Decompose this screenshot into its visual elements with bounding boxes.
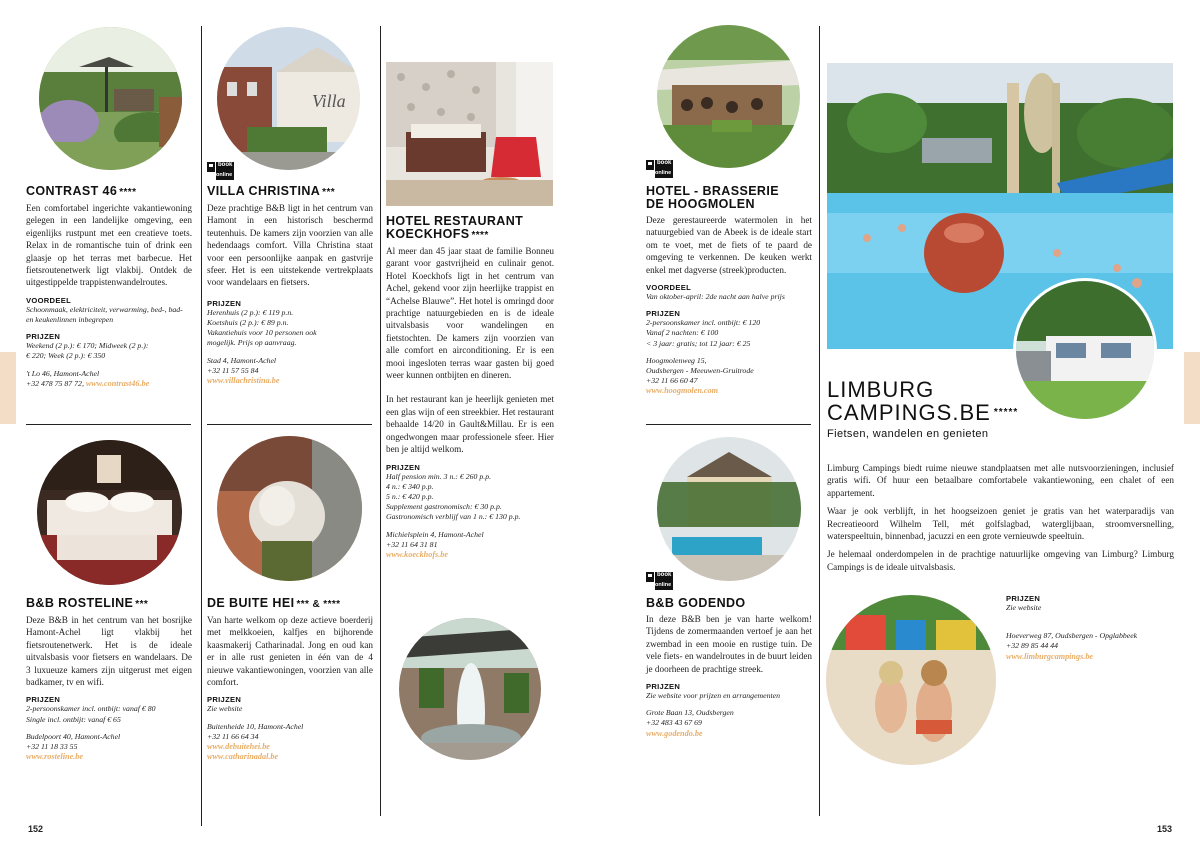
koeckhofs-address: Michielsplein 4, Hamont-Achel — [386, 529, 484, 539]
villa-christina-address: Stad 4, Hamont-Achel — [207, 355, 277, 365]
godendo-website-link[interactable]: www.godendo.be — [646, 728, 703, 738]
buite-hei-title: DE BUITE HEI *** & **** — [207, 596, 341, 610]
book-online-badge — [646, 159, 673, 179]
section-rule — [26, 424, 191, 425]
book-online-line2: online — [655, 170, 672, 176]
book-online-line2: online — [216, 172, 233, 178]
koeckhofs-description: Al meer dan 45 jaar staat de familie Bonneu garant voor gastvrijheid en culinair genot. Hotel Koeckhofs ligt in het centrum van Achel, gekend voor zijn heerlijke trappist en “Achelse Blauwe”. Het hotel is omringd door prachtige natuurgebieden en is de ideale uitvalsbasis voor wandelingen en fietstochten. De kamers zijn voorzien van alle comfort en airconditioning. Er is een mooi ingesloten terras waar gasten bij goed weer kunnen ontbijten en dineren. — [386, 246, 554, 381]
limburg-beach-photo — [826, 595, 996, 765]
price-line: Gastronomisch verblijf van 1 n.: € 130 p.p. — [386, 512, 521, 522]
price-line: Zie website — [207, 704, 243, 714]
limburg-caravan-photo — [1013, 278, 1157, 422]
godendo-description: In deze B&B ben je van harte welkom! Tijdens de zomermaanden vertoef je aan het zwembad in een mooie en rustige tuin. De vele fiets- en wandelroutes in de buurt leiden je doorheen de prachtige streek. — [646, 614, 812, 674]
hoogmolen-description: Deze gerestaureerde watermolen in het natuurgebied van de Abeek is de ideale start om te voet, met de fiets of te paard de omgeving te verkennen. De keuken werkt enkel met dagverse (streek)producten. — [646, 215, 812, 275]
rosteline-phone: +32 11 18 33 55 — [26, 742, 78, 752]
limburg-address: Hoeverweg 87, Oudsbergen - Opglabbeek — [1006, 631, 1138, 641]
limburg-subtitle: Fietsen, wandelen en genieten — [827, 428, 989, 440]
prijzen-label: PRIJZEN — [386, 462, 421, 472]
villa-christina-phone: +32 11 57 55 84 — [207, 365, 259, 375]
price-line: Zie website voor prijzen en arrangementen — [646, 691, 781, 701]
villa-christina-description: Deze prachtige B&B ligt in het centrum van Hamont in een historisch beschermd teutenhuis. De kamers zijn voorzien van alle hedendaags comfort. Villa Christina staat voor een persoonlijke aanpak en gastvrije sfeer. Het is een uitstekende vertrekplaats voor wandelaars en fietsers. — [207, 203, 373, 288]
price-line: Single incl. ontbijt: vanaf € 65 — [26, 714, 121, 724]
column-rule — [201, 26, 202, 826]
prijzen-label: PRIJZEN — [207, 695, 242, 705]
contrast46-photo — [39, 27, 182, 170]
price-line: Weekend (2 p.): € 170; Midweek (2 p.): — [26, 341, 149, 351]
godendo-section — [646, 597, 812, 739]
price-line: Vanaf 2 nachten: € 100 — [646, 328, 719, 338]
prijzen-label: PRIJZEN — [26, 695, 61, 705]
prijzen-label: PRIJZEN — [1006, 594, 1041, 603]
contrast46-title: CONTRAST 46 **** — [26, 184, 137, 198]
price-line: 2-persoonskamer incl. ontbijt: vanaf € 80 — [26, 704, 156, 714]
koeckhofs-title: HOTEL RESTAURANT — [386, 214, 524, 228]
hoogmolen-website-link[interactable]: www.hoogmolen.com — [646, 386, 719, 396]
contrast46-voordeel: Schoonmaak, elektriciteit, verwarming, bed-, bad- en keukenlinnen inbegrepen — [26, 304, 183, 325]
price-line: Zie website — [1006, 603, 1042, 612]
price-line: € 220; Week (2 p.): € 350 — [26, 351, 106, 361]
koeckhofs-room-photo — [386, 62, 553, 206]
price-line: Supplement gastronomisch: € 30 p.p. — [386, 502, 502, 512]
limburg-website-link[interactable]: www.limburgcampings.be — [1006, 651, 1094, 661]
villa-christina-website-link[interactable]: www.villachristina.be — [207, 376, 280, 386]
villa-christina-photo — [217, 27, 360, 170]
limburg-paragraph: Je helemaal onderdompelen in de prachtige natuurlijke omgeving van Limburg? Limburg Campings is de ideale uitvalsbasis. — [827, 549, 1174, 572]
contrast46-section — [26, 185, 192, 389]
koeckhofs-title-line2: KOECKHOFS **** — [386, 227, 489, 241]
price-line: 2-persoonskamer incl. ontbijt: € 120 — [646, 318, 761, 328]
catharinadal-website-link[interactable]: www.catharinadal.be — [207, 752, 279, 762]
voordeel-label: VOORDEEL — [26, 295, 72, 305]
villa-christina-section — [207, 185, 373, 386]
price-line: Koetshuis (2 p.): € 89 p.n. — [207, 318, 289, 328]
contrast46-website-link[interactable]: www.contrast46.be — [85, 378, 150, 388]
price-line: Half pension min. 3 n.: € 260 p.p. — [386, 471, 492, 481]
koeckhofs-section — [386, 215, 554, 560]
hoogmolen-phone: +32 11 66 60 47 — [646, 376, 698, 386]
page-number-left: 152 — [28, 824, 44, 834]
limburg-paragraph: Waar je ook verblijft, in het hoogseizoen geniet je gratis van het waterparadijs van Recreatieoord Wilhelm Tell, mét golfslagbad, waterglijbaan, stroomversnelling, waterspeeltuin, binnenbad, jacuzzi en een grote vernieuwde speeltuin. — [827, 506, 1174, 542]
koeckhofs-website-link[interactable]: www.koeckhofs.be — [386, 549, 449, 559]
book-online-line2: online — [655, 582, 672, 588]
contrast46-description: Een comfortabel ingerichte vakantiewoning gelegen in een landelijke omgeving, een eigenlijks rustpunt met een creatieve toets. Relax in de romantische tuin of drink een glaasje op het terras met barbecue. Het fietsroutenetwerk ligt vlakbij. Ontdek de uitgestippelde trappistenwandelroutes. — [26, 203, 192, 288]
prijzen-label: PRIJZEN — [646, 309, 681, 319]
hoogmolen-title-line2: DE HOOGMOLEN — [646, 197, 755, 211]
left-margin-tab — [0, 352, 16, 424]
book-online-badge — [646, 571, 673, 591]
price-line: Herenhuis (2 p.): € 119 p.n. — [207, 307, 294, 317]
book-online-line1: book — [657, 160, 672, 166]
rosteline-description: Deze B&B in het centrum van het bosrijke Hamont-Achel ligt vlakbij het fietsroutenetwerk. Het is de ideale uitvalsbasis voor fietsers en wandelaars. De 3 luxueuze kamers zijn uitgerust met eigen badkamer, tv en wifi. — [26, 615, 192, 688]
godendo-phone: +32 483 43 67 69 — [646, 718, 702, 728]
book-online-line1: book — [218, 162, 233, 168]
buite-hei-photo — [217, 436, 362, 581]
rosteline-website-link[interactable]: www.rosteline.be — [26, 752, 84, 762]
buite-hei-website-link[interactable]: www.debuitehei.be — [207, 742, 270, 752]
limburg-info — [1006, 594, 1176, 662]
contrast46-address: 't Lo 46, Hamont-Achel — [26, 368, 100, 378]
price-line: mogelijk. Prijs op aanvraag. — [207, 338, 297, 348]
limburg-stars: ***** — [993, 407, 1019, 418]
column-rule — [380, 26, 381, 816]
book-online-badge — [207, 161, 234, 181]
limburg-heading — [827, 378, 1017, 440]
koeckhofs-restaurant-description: In het restaurant kan je heerlijk genieten met een glas wijn of een streekbier. Het restaurant behaalde 14/20 in Gault&Millau. Er is een ongedwongen maar professionele sfeer. Hier ben je altijd welkom. — [386, 394, 554, 455]
prijzen-label: PRIJZEN — [207, 298, 242, 308]
koeckhofs-phone: +32 11 64 31 81 — [386, 539, 438, 549]
godendo-photo — [657, 437, 801, 581]
limburg-paragraph: Limburg Campings biedt ruime nieuwe standplaatsen met alle nutsvoorzieningen, inclusief gratis wifi. Of huur een betaalbare comfortabele vakantiewoning, een chalet of een appartement. — [827, 463, 1174, 498]
prijzen-label: PRIJZEN — [646, 682, 681, 692]
hoogmolen-photo — [657, 25, 800, 168]
rosteline-section — [26, 597, 192, 762]
hoogmolen-address-line2: Oudsbergen - Meeuwen-Gruitrode — [646, 366, 754, 376]
contrast46-phone: +32 478 75 87 72, — [26, 378, 84, 388]
price-line: 4 n.: € 340 p.p. — [386, 481, 434, 491]
buite-hei-address: Buitenheide 10, Hamont-Achel — [207, 721, 304, 731]
godendo-title: B&B GODENDO — [646, 596, 746, 610]
price-line: Vakantiehuis voor 10 personen ook — [207, 328, 317, 338]
prijzen-label: PRIJZEN — [26, 332, 61, 342]
price-line: 5 n.: € 420 p.p. — [386, 491, 434, 501]
page-number-right: 153 — [1157, 824, 1173, 834]
hoogmolen-section — [646, 185, 812, 397]
svg-text:Villa: Villa — [312, 91, 346, 111]
rosteline-photo — [37, 440, 182, 585]
koeckhofs-terrace-photo — [399, 618, 541, 760]
price-line: < 3 jaar: gratis; tot 12 jaar: € 25 — [646, 338, 751, 348]
rosteline-title: B&B ROSTELINE *** — [26, 596, 149, 610]
limburg-section — [827, 462, 1174, 573]
limburg-phone: +32 89 85 44 44 — [1006, 641, 1059, 651]
book-online-line1: book — [657, 572, 672, 578]
villa-christina-title: VILLA CHRISTINA *** — [207, 184, 336, 198]
godendo-address: Grote Baan 13, Oudsbergen — [646, 708, 734, 718]
section-rule — [207, 424, 372, 425]
hoogmolen-address: Hoogmolenweg 15, — [646, 355, 707, 365]
hoogmolen-title: HOTEL - BRASSERIE — [646, 184, 779, 198]
voordeel-label: VOORDEEL — [646, 283, 692, 293]
limburg-title: LIMBURG — [827, 377, 935, 402]
contrast46-contact — [26, 379, 192, 389]
buite-hei-description: Van harte welkom op deze actieve boerderij met melkkoeien, kalfjes en bijhorende kaasmakerij Catharinadal. Jong en oud kan er in alle rust genieten in één van de 4 nieuwe vakantiewoningen, voorzien van alle comfort. — [207, 615, 373, 688]
limburg-title-line2: CAMPINGS.BE ***** — [827, 400, 1019, 425]
buite-hei-section — [207, 597, 373, 762]
hoogmolen-voordeel: Van oktober-april: 2de nacht aan halve prijs — [646, 292, 785, 302]
buite-hei-phone: +32 11 66 64 34 — [207, 731, 259, 741]
column-rule — [819, 26, 820, 816]
section-rule — [646, 424, 811, 425]
rosteline-address: Budelpoort 40, Hamont-Achel — [26, 731, 121, 741]
right-margin-tab — [1184, 352, 1200, 424]
